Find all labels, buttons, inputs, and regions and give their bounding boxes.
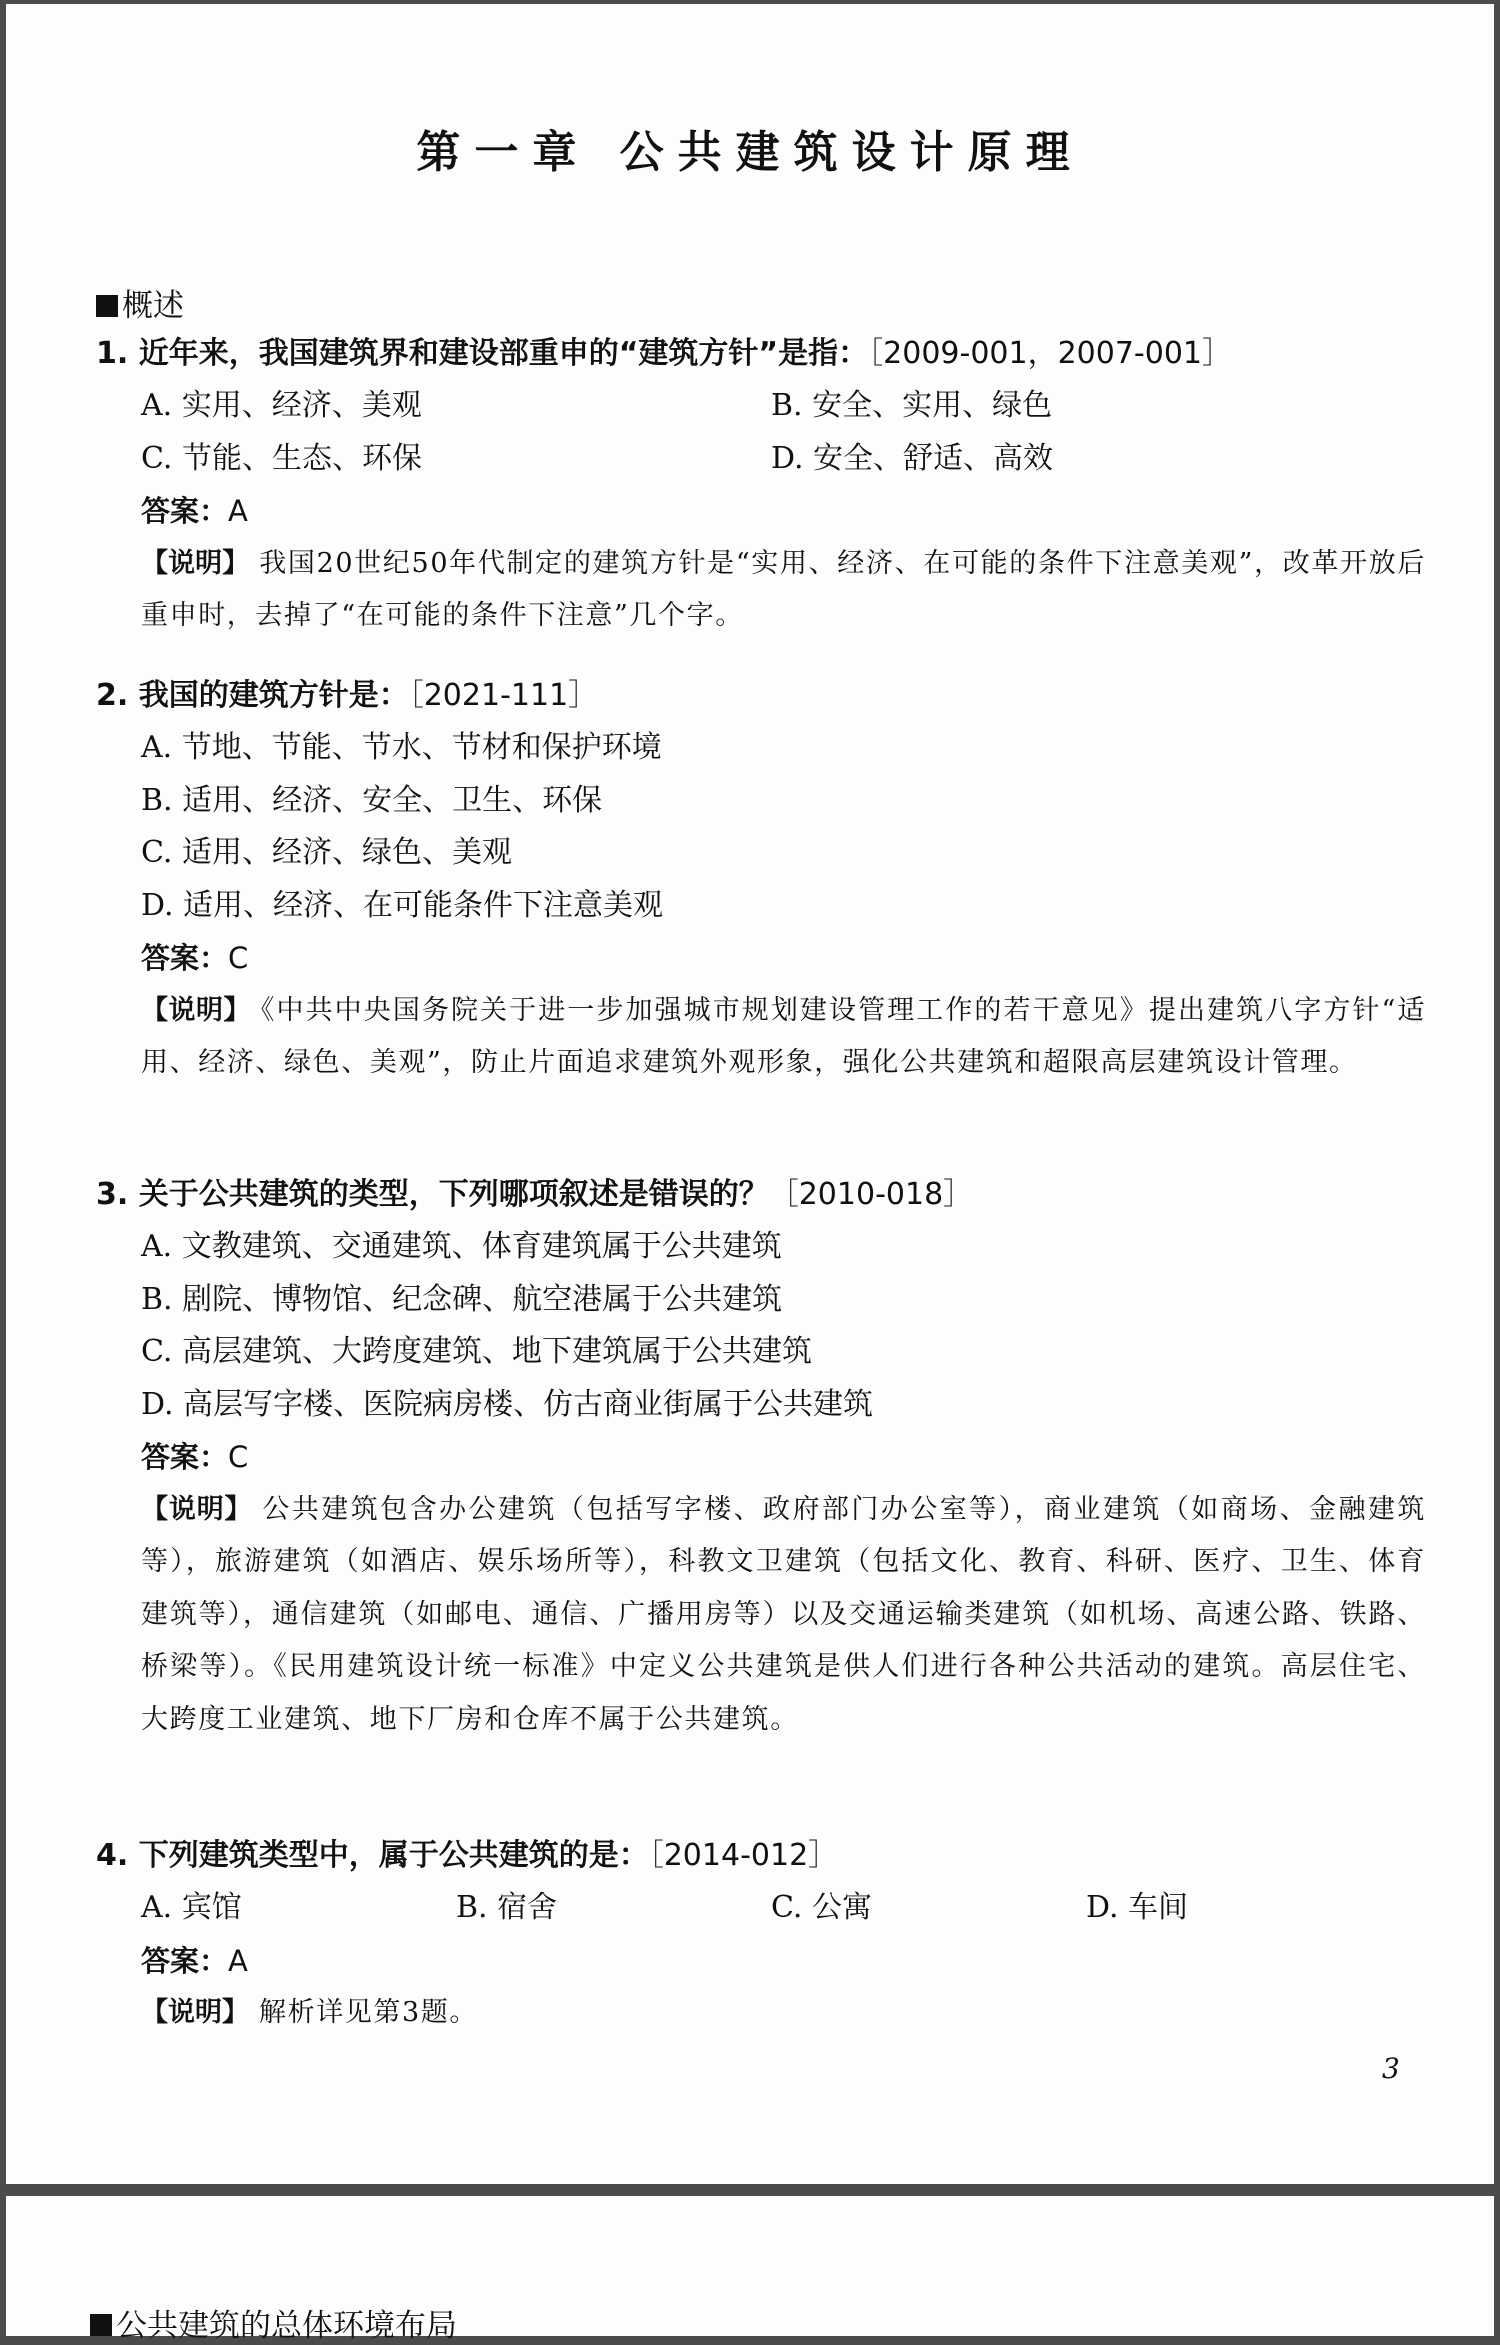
answer-value: A — [228, 1943, 248, 1978]
option-b: B. 宿舍 — [456, 1890, 558, 1925]
option-c: C. 公寓 — [771, 1890, 872, 1925]
question-stem — [96, 1830, 1426, 1882]
explanation-tag: 【说明】 — [141, 1493, 253, 1525]
answer-label: 答案： — [141, 494, 229, 528]
explanation-text: 我国20世纪50年代制定的建筑方针是“实用、经济、在可能的条件下注意美观”，改革开放后重申时，去掉了“在可能的条件下注意”几个字。 — [141, 547, 1426, 631]
answer — [96, 1935, 1426, 1988]
option-a: A. 宾馆 — [141, 1890, 242, 1925]
question-stem — [96, 328, 1426, 380]
question-2 — [96, 670, 1426, 1090]
next-section-heading — [90, 2300, 457, 2345]
option-d: D. 适用、经济、在可能条件下注意美观 — [141, 887, 664, 923]
options — [96, 1882, 1426, 1935]
option-d: D. 车间 — [1086, 1890, 1189, 1925]
answer-label: 答案： — [141, 1943, 229, 1978]
question-stem — [96, 670, 1426, 722]
answer-value: C — [228, 941, 249, 975]
option-c: C. 适用、经济、绿色、美观 — [141, 835, 512, 870]
explanation — [96, 985, 1426, 1090]
explanation-text: 《中共中央国务院关于进一步加强城市规划建设管理工作的若干意见》提出建筑八字方针“适用、经济、绿色、美观”，防止片面追求建筑外观形象，强化公共建筑和超限高层建筑设计管理。 — [141, 994, 1426, 1078]
square-bullet-icon — [96, 295, 118, 317]
exam-code: ［2010-018］ — [768, 1177, 974, 1212]
explanation — [96, 1484, 1426, 1747]
explanation-text: 解析详见第3题。 — [259, 1997, 478, 2028]
option-b: B. 适用、经济、安全、卫生、环保 — [141, 782, 603, 818]
option-a: A. 实用、经济、美观 — [141, 388, 422, 423]
stem-text: 3. 关于公共建筑的类型，下列哪项叙述是错误的？ — [96, 1177, 769, 1212]
page-number: 3 — [1382, 2052, 1400, 2085]
option-d: D. 高层写字楼、医院病房楼、仿古商业街属于公共建筑 — [141, 1386, 874, 1422]
option-d: D. 安全、舒适、高效 — [771, 440, 1054, 476]
stem-text: 1. 近年来，我国建筑界和建设部重申的“建筑方针”是指： — [96, 336, 869, 371]
exam-code: ［2014-012］ — [648, 1838, 839, 1873]
answer-value: A — [228, 494, 248, 528]
explanation — [96, 538, 1426, 643]
option-b: B. 安全、实用、绿色 — [771, 388, 1053, 423]
next-section-label: 公共建筑的总体环境布局 — [116, 2308, 457, 2344]
explanation — [96, 1987, 1426, 2040]
options — [96, 380, 1426, 485]
option-a: A. 文教建筑、交通建筑、体育建筑属于公共建筑 — [141, 1229, 782, 1264]
explanation-tag: 【说明】 — [141, 547, 250, 579]
option-a: A. 节地、节能、节水、节材和保护环境 — [141, 730, 662, 765]
section-heading — [96, 280, 184, 325]
square-bullet-icon — [90, 2314, 112, 2336]
option-c: C. 高层建筑、大跨度建筑、地下建筑属于公共建筑 — [141, 1334, 812, 1369]
answer — [96, 1431, 1426, 1484]
answer — [96, 932, 1426, 985]
option-b: B. 剧院、博物馆、纪念碑、航空港属于公共建筑 — [141, 1281, 783, 1317]
explanation-text: 公共建筑包含办公建筑（包括写字楼、政府部门办公室等），商业建筑（如商场、金融建筑等），旅游建筑（如酒店、娱乐场所等），科教文卫建筑（包括文化、教育、科研、医疗、卫生、体育建筑等），通信建筑（如邮电、通信、广播用房等）以及交通运输类建筑（如机场、高速公路、铁路、桥梁等）。《民用建筑设计统一标准》中定义公共建筑是供人们进行各种公共活动的建筑。高层住宅、大跨度工业建筑、地下厂房和仓库不属于公共建筑。 — [141, 1493, 1427, 1735]
chapter-title: 第一章 公共建筑设计原理 — [416, 127, 1084, 178]
answer-label: 答案： — [141, 941, 229, 975]
question-4 — [96, 1830, 1426, 2040]
answer-value: C — [228, 1440, 249, 1474]
question-3 — [96, 1169, 1426, 1746]
question-stem — [96, 1169, 1426, 1221]
stem-text: 2. 我国的建筑方针是： — [96, 678, 409, 713]
stem-text: 4. 下列建筑类型中，属于公共建筑的是： — [96, 1838, 649, 1873]
question-1 — [96, 328, 1426, 643]
explanation-tag: 【说明】 — [141, 1997, 249, 2028]
section-label: 概述 — [122, 288, 184, 324]
answer-label: 答案： — [141, 1440, 229, 1474]
explanation-tag: 【说明】 — [141, 994, 251, 1026]
answer — [96, 485, 1426, 538]
exam-code: ［2021-111］ — [408, 678, 599, 713]
document-page — [6, 4, 1494, 2184]
option-c: C. 节能、生态、环保 — [141, 440, 422, 476]
exam-code: ［2009-001，2007-001］ — [868, 336, 1233, 371]
